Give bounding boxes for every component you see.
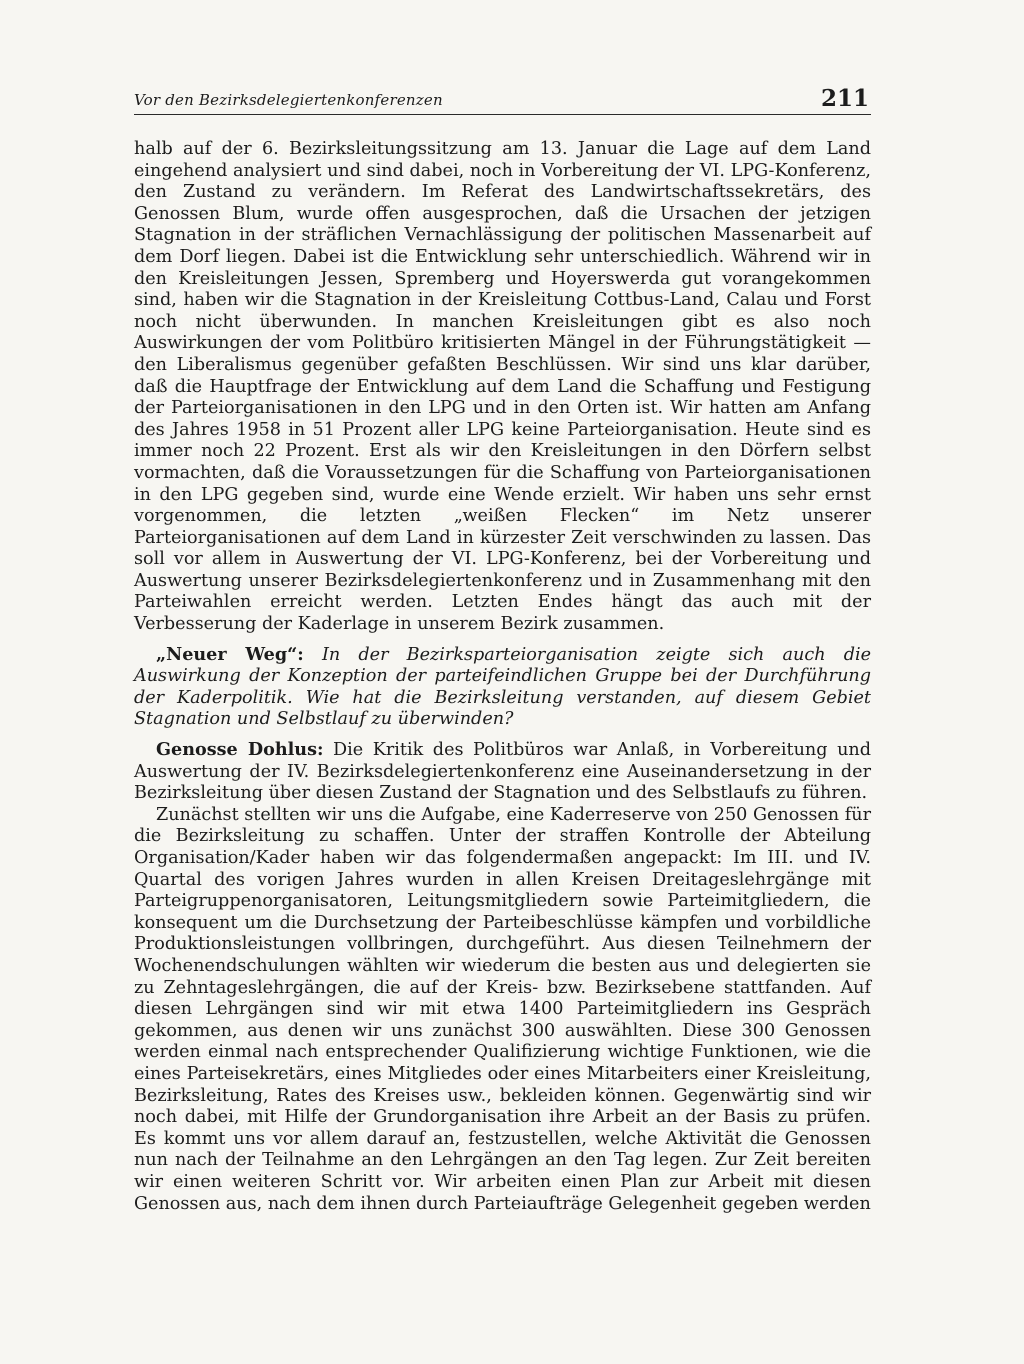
question-text: In der Bezirksparteiorganisation zeigte sich auch die Auswirkung der Konzeption der parteifeindlichen Gruppe bei der Durchführung der Kaderpolitik. Wie hat die Bezirksleitung verstanden, auf diesem Gebiet Stagnation und Selbstlauf zu überwinden? [134, 644, 871, 730]
page-body [134, 139, 871, 1215]
answer-text: Die Kritik des Politbüros war Anlaß, in Vorbereitung und Auswertung der IV. Bezirksdelegiertenkonferenz eine Auseinandersetzung in der Bezirksleitung über diesen Zustand der Stagnation und des Selbstlaufs zu führen. [134, 740, 871, 804]
interview-question [134, 644, 871, 731]
paragraph-continuation: halb auf der 6. Bezirksleitungssitzung am 13. Januar die Lage auf dem Land eingehend analysiert und sind dabei, noch in Vorbereitung der VI. LPG-Konferenz, den Zustand zu verändern. Im Referat des Landwirtschaftssekretärs, des Genossen Blum, wurde offen ausgesprochen, daß die Ursachen der jetzigen Stagnation in der sträflichen Vernachlässigung der politischen Massenarbeit auf dem Dorf liegen. Dabei ist die Entwicklung sehr unterschiedlich. Während wir in den Kreisleitungen Jessen, Spremberg und Hoyerswerda gut vorangekommen sind, haben wir die Stagnation in der Kreisleitung Cottbus-Land, Calau und Forst noch nicht überwunden. In manchen Kreisleitungen gibt es also noch Auswirkungen der vom Politbüro kritisierten Mängel in der Führungstätigkeit — den Liberalismus gegenüber gefaßten Beschlüssen. Wir sind uns klar darüber, daß die Hauptfrage der Entwicklung auf dem Land die Schaffung und Festigung der Parteiorganisationen in den LPG und in den Orten ist. Wir hatten am Anfang des Jahres 1958 in 51 Prozent aller LPG keine Parteiorganisation. Heute sind es immer noch 22 Prozent. Erst als wir den Kreisleitungen in den Dörfern selbst vormachten, daß die Voraussetzungen für die Schaffung von Parteiorganisationen in den LPG gegeben sind, wurde eine Wende erzielt. Wir haben uns sehr ernst vorgenommen, die letzten „weißen Flecken“ im Netz unserer Parteiorganisationen auf dem Land in kürzester Zeit verschwinden zu lassen. Das soll vor allem in Auswertung der VI. LPG-Konferenz, bei der Vorbereitung und Auswertung unserer Bezirksdelegiertenkonferenz und in Zusammenhang mit den Parteiwahlen erreicht werden. Letzten Endes hängt das auch mit der Verbesserung der Kaderlage in unserem Bezirk zusammen. [134, 139, 871, 635]
interview-answer [134, 739, 871, 805]
question-speaker: „Neuer Weg“: [156, 643, 304, 665]
answer-speaker: Genosse Dohlus: [156, 739, 324, 761]
page-number: 211 [820, 85, 869, 112]
header-rule [134, 114, 871, 115]
running-head [134, 85, 871, 117]
running-title: Vor den Bezirksdelegiertenkonferenzen [134, 91, 443, 109]
paragraph-kaderreserve: Zunächst stellten wir uns die Aufgabe, eine Kaderreserve von 250 Genossen für die Bezirksleitung zu schaffen. Unter der straffen Kontrolle der Abteilung Organisation/Kader haben wir das folgendermaßen angepackt: Im III. und IV. Quartal des vorigen Jahres wurden in allen Kreisen Dreitageslehrgänge mit Parteigruppenorganisatoren, Leitungsmitgliedern sowie Parteimitgliedern, die konsequent um die Durchsetzung der Parteibeschlüsse kämpfen und vorbildliche Produktionsleistungen vollbringen, durchgeführt. Aus diesen Teilnehmern der Wochenendschulungen wählten wir wiederum die besten aus und delegierten sie zu Zehntageslehrgängen, die auf der Kreis- bzw. Bezirksebene stattfanden. Auf diesen Lehrgängen sind wir mit etwa 1400 Parteimitgliedern ins Gespräch gekommen, aus denen wir uns zunächst 300 auswählten. Diese 300 Genossen werden einmal nach entsprechender Qualifizierung wichtige Funktionen, wie die eines Parteisekretärs, eines Mitgliedes oder eines Mitarbeiters einer Kreisleitung, Bezirksleitung, Rates des Kreises usw., bekleiden können. Gegenwärtig sind wir noch dabei, mit Hilfe der Grundorganisation ihre Arbeit an der Basis zu prüfen. Es kommt uns vor allem darauf an, festzustellen, welche Aktivität die Genossen nun nach der Teilnahme an den Lehrgängen an den Tag legen. Zur Zeit bereiten wir einen weiteren Schritt vor. Wir arbeiten einen Plan zur Arbeit mit diesen Genossen aus, nach dem ihnen durch Parteiaufträge Gelegenheit gegeben werden [134, 804, 871, 1214]
